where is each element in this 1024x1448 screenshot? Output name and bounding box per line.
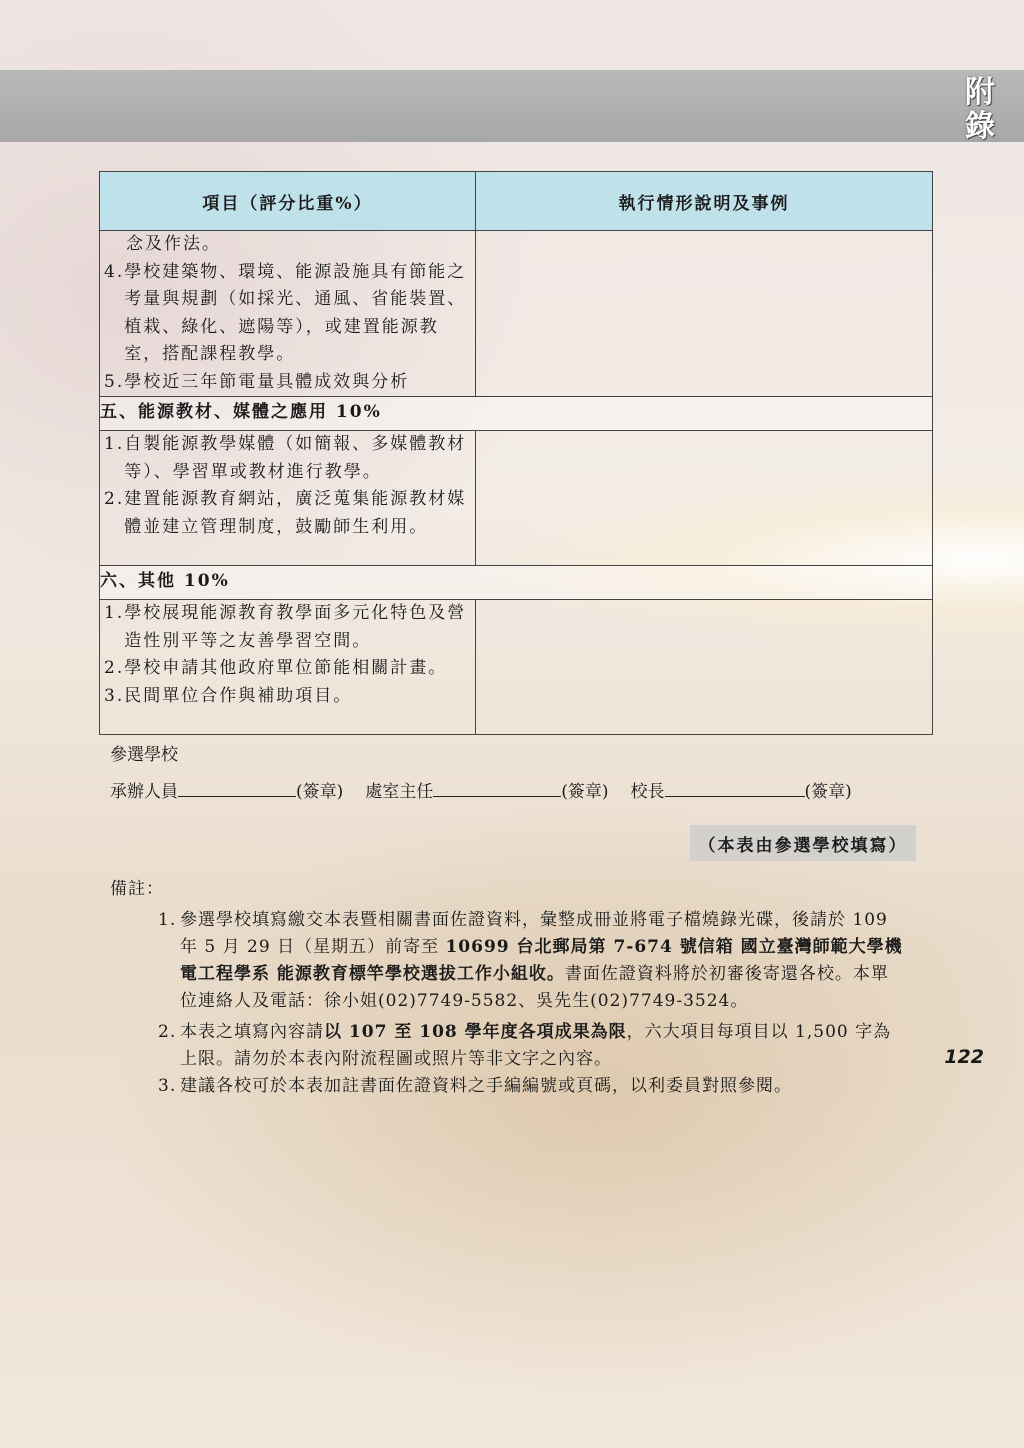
list-item: 2. 建置能源教育網站，廣泛蒐集能源教材媒體並建立管理制度，鼓勵師生利用。 — [104, 489, 467, 537]
section-title: 六、其他 10% — [100, 566, 933, 600]
evaluation-table — [99, 171, 933, 735]
page-number: 122 — [944, 1046, 984, 1068]
director-label: 處室主任 — [365, 782, 434, 802]
description-cell[interactable] — [476, 231, 933, 397]
director-signature-field[interactable] — [433, 778, 561, 797]
signature-area — [110, 740, 910, 802]
appendix-label: 附錄 — [965, 75, 995, 144]
list-item: 2. 本表之填寫內容請以 107 至 108 學年度各項成果為限，六大項目每項目以 1,500 字為上限。請勿於本表內附流程圖或照片等非文字之內容。 — [158, 1022, 892, 1069]
list-item: 念及作法。 — [126, 234, 221, 254]
principal-label: 校長 — [630, 782, 665, 802]
table-row — [100, 231, 933, 397]
header-band — [0, 70, 1024, 142]
remarks — [110, 874, 910, 1100]
section-title: 五、能源教材、媒體之應用 10% — [100, 397, 933, 431]
school-label: 參選學校 — [110, 745, 178, 765]
list-item: 5. 學校近三年節電量具體成效與分析 — [104, 371, 410, 392]
table-row — [100, 600, 933, 735]
list-item: 1. 參選學校填寫繳交本表暨相關書面佐證資料，彙整成冊並將電子檔燒錄光碟，後請於 109 年 5 月 29 日（星期五）前寄至 10699 台北郵局第 7-674 號信箱 國立臺灣師範大學機電工程學系 能源教育標竿學校選拔工作小組收。書面佐證資料將於初審後寄還各校。本單位連絡人及電話：徐小姐(02)7749-5582、吳先生(02)7749-3524。 — [158, 910, 903, 1011]
signature-line — [110, 777, 910, 802]
list-item: 1. 自製能源教學媒體（如簡報、多媒體教材等）、學習單或教材進行教學。 — [104, 434, 467, 482]
list-item: 3. 民間單位合作與補助項目。 — [104, 685, 353, 706]
list-item: 1. 學校展現能源教育教學面多元化特色及營造性別平等之友善學習空間。 — [104, 603, 467, 651]
section-row — [100, 397, 933, 431]
list-item: 3. 建議各校可於本表加註書面佐證資料之手編編號或頁碼，以利委員對照參閱。 — [158, 1076, 792, 1096]
fill-note: （本表由參選學校填寫） — [690, 825, 916, 861]
stamp-label: (簽章) — [561, 782, 609, 802]
col-header-description: 執行情形說明及事例 — [476, 172, 933, 231]
col-header-item: 項目（評分比重%） — [100, 172, 476, 231]
list-item: 4. 學校建築物、環境、能源設施具有節能之考量與規劃（如採光、通風、省能裝置、植栽、綠化、遮陽等），或建置能源教室，搭配課程教學。 — [104, 261, 467, 364]
description-cell[interactable] — [476, 600, 933, 735]
section-row — [100, 566, 933, 600]
handler-label: 承辦人員 — [110, 782, 178, 802]
handler-signature-field[interactable] — [178, 778, 296, 797]
table-header-row — [100, 172, 933, 231]
table-row — [100, 431, 933, 566]
description-cell[interactable] — [476, 431, 933, 566]
list-item: 2. 學校申請其他政府單位節能相關計畫。 — [104, 658, 448, 678]
principal-signature-field[interactable] — [665, 778, 805, 797]
stamp-label: (簽章) — [804, 782, 852, 802]
remarks-title: 備註： — [110, 879, 164, 899]
remarks-list — [110, 907, 910, 1100]
stamp-label: (簽章) — [296, 782, 344, 802]
